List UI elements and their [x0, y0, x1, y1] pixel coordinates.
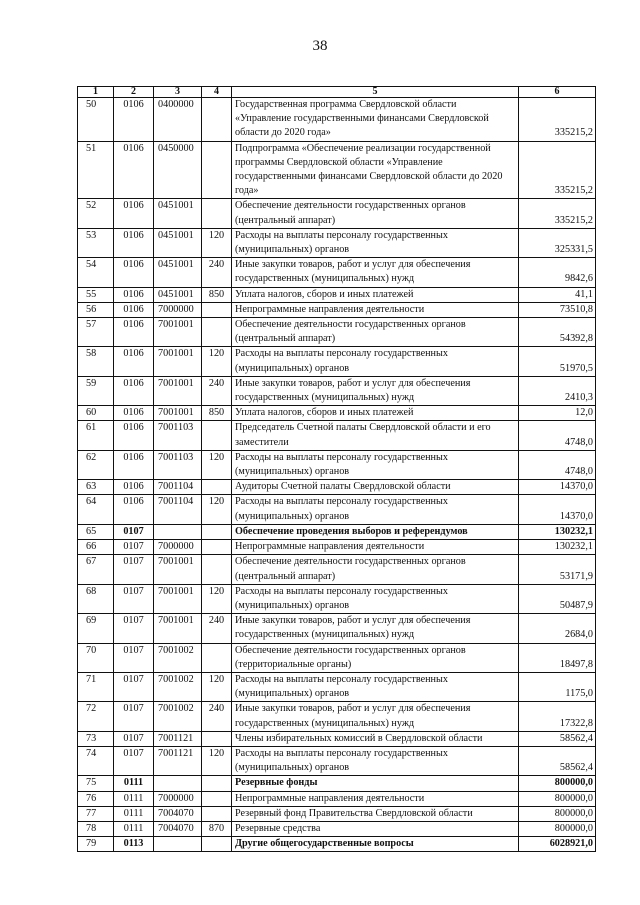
amount-cell: 1175,0: [519, 672, 596, 701]
table-row: [78, 347, 596, 376]
section-code-cell: 0107: [114, 555, 154, 584]
item-name-cell: Резервные фонды: [232, 776, 519, 791]
target-code-cell: 7001001: [154, 406, 202, 421]
section-code-cell: 0106: [114, 406, 154, 421]
target-code-cell: 0400000: [154, 98, 202, 142]
target-code-cell: 7001002: [154, 643, 202, 672]
expense-type-cell: [202, 524, 232, 539]
row-number-cell: 76: [78, 791, 114, 806]
row-number-cell: 56: [78, 302, 114, 317]
table-row: [78, 376, 596, 405]
target-code-cell: 7001001: [154, 555, 202, 584]
table-row: [78, 98, 596, 142]
header-col-6: 6: [519, 87, 596, 98]
item-name-cell: Иные закупки товаров, работ и услуг для обеспечения государственных (муниципальных) нужд: [232, 614, 519, 643]
section-code-cell: 0106: [114, 450, 154, 479]
row-number-cell: 63: [78, 480, 114, 495]
target-code-cell: 0451001: [154, 258, 202, 287]
budget-table: [77, 86, 596, 852]
table-row: [78, 746, 596, 775]
table-row: [78, 643, 596, 672]
row-number-cell: 70: [78, 643, 114, 672]
amount-cell: 54392,8: [519, 318, 596, 347]
expense-type-cell: 120: [202, 746, 232, 775]
row-number-cell: 72: [78, 702, 114, 731]
row-number-cell: 69: [78, 614, 114, 643]
amount-cell: 2410,3: [519, 376, 596, 405]
amount-cell: 53171,9: [519, 555, 596, 584]
section-code-cell: 0106: [114, 258, 154, 287]
table-row: [78, 199, 596, 228]
section-code-cell: 0106: [114, 318, 154, 347]
table-row: [78, 731, 596, 746]
expense-type-cell: [202, 318, 232, 347]
expense-type-cell: [202, 141, 232, 199]
item-name-cell: Расходы на выплаты персоналу государственных (муниципальных) органов: [232, 672, 519, 701]
amount-cell: 18497,8: [519, 643, 596, 672]
table-row: [78, 524, 596, 539]
table-row: [78, 821, 596, 836]
expense-type-cell: 120: [202, 450, 232, 479]
target-code-cell: 7001103: [154, 421, 202, 450]
row-number-cell: 58: [78, 347, 114, 376]
row-number-cell: 57: [78, 318, 114, 347]
expense-type-cell: [202, 421, 232, 450]
item-name-cell: Председатель Счетной палаты Свердловской области и его заместители: [232, 421, 519, 450]
amount-cell: 130232,1: [519, 540, 596, 555]
amount-cell: 335215,2: [519, 98, 596, 142]
row-number-cell: 78: [78, 821, 114, 836]
item-name-cell: Резервный фонд Правительства Свердловской области: [232, 806, 519, 821]
expense-type-cell: 240: [202, 614, 232, 643]
amount-cell: 41,1: [519, 287, 596, 302]
amount-cell: 58562,4: [519, 731, 596, 746]
item-name-cell: Обеспечение деятельности государственных органов (центральный аппарат): [232, 199, 519, 228]
item-name-cell: Резервные средства: [232, 821, 519, 836]
row-number-cell: 64: [78, 495, 114, 524]
section-code-cell: 0106: [114, 347, 154, 376]
amount-cell: 50487,9: [519, 584, 596, 613]
expense-type-cell: [202, 806, 232, 821]
table-row: [78, 406, 596, 421]
item-name-cell: Аудиторы Счетной палаты Свердловской области: [232, 480, 519, 495]
section-code-cell: 0106: [114, 421, 154, 450]
expense-type-cell: 240: [202, 258, 232, 287]
amount-cell: 73510,8: [519, 302, 596, 317]
section-code-cell: 0113: [114, 837, 154, 852]
table-row: [78, 450, 596, 479]
section-code-cell: 0107: [114, 614, 154, 643]
expense-type-cell: 240: [202, 702, 232, 731]
row-number-cell: 68: [78, 584, 114, 613]
item-name-cell: Уплата налогов, сборов и иных платежей: [232, 406, 519, 421]
header-col-2: 2: [114, 87, 154, 98]
target-code-cell: 7001104: [154, 495, 202, 524]
target-code-cell: 0450000: [154, 141, 202, 199]
row-number-cell: 60: [78, 406, 114, 421]
table-row: [78, 421, 596, 450]
target-code-cell: 7000000: [154, 791, 202, 806]
row-number-cell: 51: [78, 141, 114, 199]
row-number-cell: 52: [78, 199, 114, 228]
expense-type-cell: 120: [202, 672, 232, 701]
item-name-cell: Расходы на выплаты персоналу государственных (муниципальных) органов: [232, 347, 519, 376]
amount-cell: 9842,6: [519, 258, 596, 287]
row-number-cell: 54: [78, 258, 114, 287]
row-number-cell: 65: [78, 524, 114, 539]
table-row: [78, 258, 596, 287]
section-code-cell: 0106: [114, 141, 154, 199]
row-number-cell: 74: [78, 746, 114, 775]
header-col-4: 4: [202, 87, 232, 98]
target-code-cell: 7001103: [154, 450, 202, 479]
item-name-cell: Непрограммные направления деятельности: [232, 302, 519, 317]
item-name-cell: Государственная программа Свердловской области «Управление государственными финансами Свердловской области до 2020 года»: [232, 98, 519, 142]
table-row: [78, 776, 596, 791]
section-code-cell: 0107: [114, 524, 154, 539]
target-code-cell: 7001002: [154, 672, 202, 701]
table-row: [78, 614, 596, 643]
section-code-cell: 0106: [114, 376, 154, 405]
item-name-cell: Уплата налогов, сборов и иных платежей: [232, 287, 519, 302]
expense-type-cell: [202, 731, 232, 746]
amount-cell: 14370,0: [519, 480, 596, 495]
amount-cell: 12,0: [519, 406, 596, 421]
amount-cell: 800000,0: [519, 776, 596, 791]
expense-type-cell: 120: [202, 228, 232, 257]
section-code-cell: 0106: [114, 287, 154, 302]
item-name-cell: Непрограммные направления деятельности: [232, 791, 519, 806]
row-number-cell: 53: [78, 228, 114, 257]
target-code-cell: 7001002: [154, 702, 202, 731]
table-row: [78, 837, 596, 852]
item-name-cell: Члены избирательных комиссий в Свердловской области: [232, 731, 519, 746]
target-code-cell: [154, 776, 202, 791]
expense-type-cell: [202, 480, 232, 495]
amount-cell: 800000,0: [519, 806, 596, 821]
section-code-cell: 0106: [114, 199, 154, 228]
expense-type-cell: 850: [202, 406, 232, 421]
amount-cell: 17322,8: [519, 702, 596, 731]
amount-cell: 335215,2: [519, 141, 596, 199]
section-code-cell: 0111: [114, 791, 154, 806]
section-code-cell: 0106: [114, 480, 154, 495]
item-name-cell: Обеспечение деятельности государственных органов (территориальные органы): [232, 643, 519, 672]
amount-cell: 130232,1: [519, 524, 596, 539]
table-row: [78, 480, 596, 495]
header-col-5: 5: [232, 87, 519, 98]
section-code-cell: 0106: [114, 302, 154, 317]
target-code-cell: 7001001: [154, 584, 202, 613]
amount-cell: 2684,0: [519, 614, 596, 643]
page-number: 38: [312, 38, 328, 54]
expense-type-cell: 120: [202, 347, 232, 376]
target-code-cell: [154, 524, 202, 539]
table-row: [78, 806, 596, 821]
item-name-cell: Расходы на выплаты персоналу государственных (муниципальных) органов: [232, 495, 519, 524]
item-name-cell: Непрограммные направления деятельности: [232, 540, 519, 555]
item-name-cell: Расходы на выплаты персоналу государственных (муниципальных) органов: [232, 746, 519, 775]
amount-cell: 800000,0: [519, 821, 596, 836]
item-name-cell: Расходы на выплаты персоналу государственных (муниципальных) органов: [232, 228, 519, 257]
table-row: [78, 495, 596, 524]
section-code-cell: 0111: [114, 821, 154, 836]
expense-type-cell: 240: [202, 376, 232, 405]
section-code-cell: 0107: [114, 672, 154, 701]
item-name-cell: Расходы на выплаты персоналу государственных (муниципальных) органов: [232, 450, 519, 479]
section-code-cell: 0107: [114, 731, 154, 746]
section-code-cell: 0106: [114, 495, 154, 524]
table-row: [78, 287, 596, 302]
row-number-cell: 71: [78, 672, 114, 701]
amount-cell: 800000,0: [519, 791, 596, 806]
target-code-cell: 7001001: [154, 376, 202, 405]
item-name-cell: Иные закупки товаров, работ и услуг для обеспечения государственных (муниципальных) нужд: [232, 702, 519, 731]
expense-type-cell: [202, 776, 232, 791]
section-code-cell: 0107: [114, 746, 154, 775]
expense-type-cell: 120: [202, 495, 232, 524]
section-code-cell: 0111: [114, 776, 154, 791]
item-name-cell: Иные закупки товаров, работ и услуг для обеспечения государственных (муниципальных) нужд: [232, 258, 519, 287]
row-number-cell: 50: [78, 98, 114, 142]
item-name-cell: Иные закупки товаров, работ и услуг для обеспечения государственных (муниципальных) нужд: [232, 376, 519, 405]
row-number-cell: 79: [78, 837, 114, 852]
table-row: [78, 540, 596, 555]
section-code-cell: 0106: [114, 228, 154, 257]
expense-type-cell: [202, 540, 232, 555]
row-number-cell: 59: [78, 376, 114, 405]
amount-cell: 4748,0: [519, 450, 596, 479]
amount-cell: 325331,5: [519, 228, 596, 257]
expense-type-cell: [202, 837, 232, 852]
table-row: [78, 702, 596, 731]
table-row: [78, 141, 596, 199]
item-name-cell: Обеспечение проведения выборов и референдумов: [232, 524, 519, 539]
target-code-cell: 0451001: [154, 228, 202, 257]
header-col-1: 1: [78, 87, 114, 98]
target-code-cell: 7000000: [154, 540, 202, 555]
target-code-cell: [154, 837, 202, 852]
target-code-cell: 7004070: [154, 806, 202, 821]
target-code-cell: 7001121: [154, 746, 202, 775]
expense-type-cell: 850: [202, 287, 232, 302]
row-number-cell: 75: [78, 776, 114, 791]
table-header-row: [78, 87, 596, 98]
header-col-3: 3: [154, 87, 202, 98]
item-name-cell: Расходы на выплаты персоналу государственных (муниципальных) органов: [232, 584, 519, 613]
item-name-cell: Подпрограмма «Обеспечение реализации государственной программы Свердловской области «Управление государственными финансами Свердловской области до 2020 года»: [232, 141, 519, 199]
section-code-cell: 0107: [114, 643, 154, 672]
expense-type-cell: [202, 555, 232, 584]
target-code-cell: 7000000: [154, 302, 202, 317]
table-row: [78, 555, 596, 584]
section-code-cell: 0107: [114, 584, 154, 613]
item-name-cell: Другие общегосударственные вопросы: [232, 837, 519, 852]
amount-cell: 4748,0: [519, 421, 596, 450]
table-row: [78, 302, 596, 317]
table-row: [78, 318, 596, 347]
target-code-cell: 7001001: [154, 614, 202, 643]
target-code-cell: 7001121: [154, 731, 202, 746]
expense-type-cell: 870: [202, 821, 232, 836]
target-code-cell: 7004070: [154, 821, 202, 836]
target-code-cell: 0451001: [154, 287, 202, 302]
target-code-cell: 7001001: [154, 347, 202, 376]
row-number-cell: 62: [78, 450, 114, 479]
expense-type-cell: [202, 199, 232, 228]
amount-cell: 335215,2: [519, 199, 596, 228]
row-number-cell: 67: [78, 555, 114, 584]
expense-type-cell: [202, 643, 232, 672]
table-row: [78, 228, 596, 257]
section-code-cell: 0106: [114, 98, 154, 142]
row-number-cell: 61: [78, 421, 114, 450]
expense-type-cell: [202, 302, 232, 317]
row-number-cell: 73: [78, 731, 114, 746]
target-code-cell: 0451001: [154, 199, 202, 228]
expense-type-cell: 120: [202, 584, 232, 613]
table-row: [78, 584, 596, 613]
row-number-cell: 55: [78, 287, 114, 302]
section-code-cell: 0107: [114, 540, 154, 555]
expense-type-cell: [202, 791, 232, 806]
section-code-cell: 0107: [114, 702, 154, 731]
section-code-cell: 0111: [114, 806, 154, 821]
amount-cell: 6028921,0: [519, 837, 596, 852]
amount-cell: 51970,5: [519, 347, 596, 376]
table-body: [78, 98, 596, 852]
expense-type-cell: [202, 98, 232, 142]
amount-cell: 14370,0: [519, 495, 596, 524]
target-code-cell: 7001104: [154, 480, 202, 495]
target-code-cell: 7001001: [154, 318, 202, 347]
item-name-cell: Обеспечение деятельности государственных органов (центральный аппарат): [232, 318, 519, 347]
item-name-cell: Обеспечение деятельности государственных органов (центральный аппарат): [232, 555, 519, 584]
table-row: [78, 791, 596, 806]
amount-cell: 58562,4: [519, 746, 596, 775]
table-row: [78, 672, 596, 701]
row-number-cell: 77: [78, 806, 114, 821]
row-number-cell: 66: [78, 540, 114, 555]
